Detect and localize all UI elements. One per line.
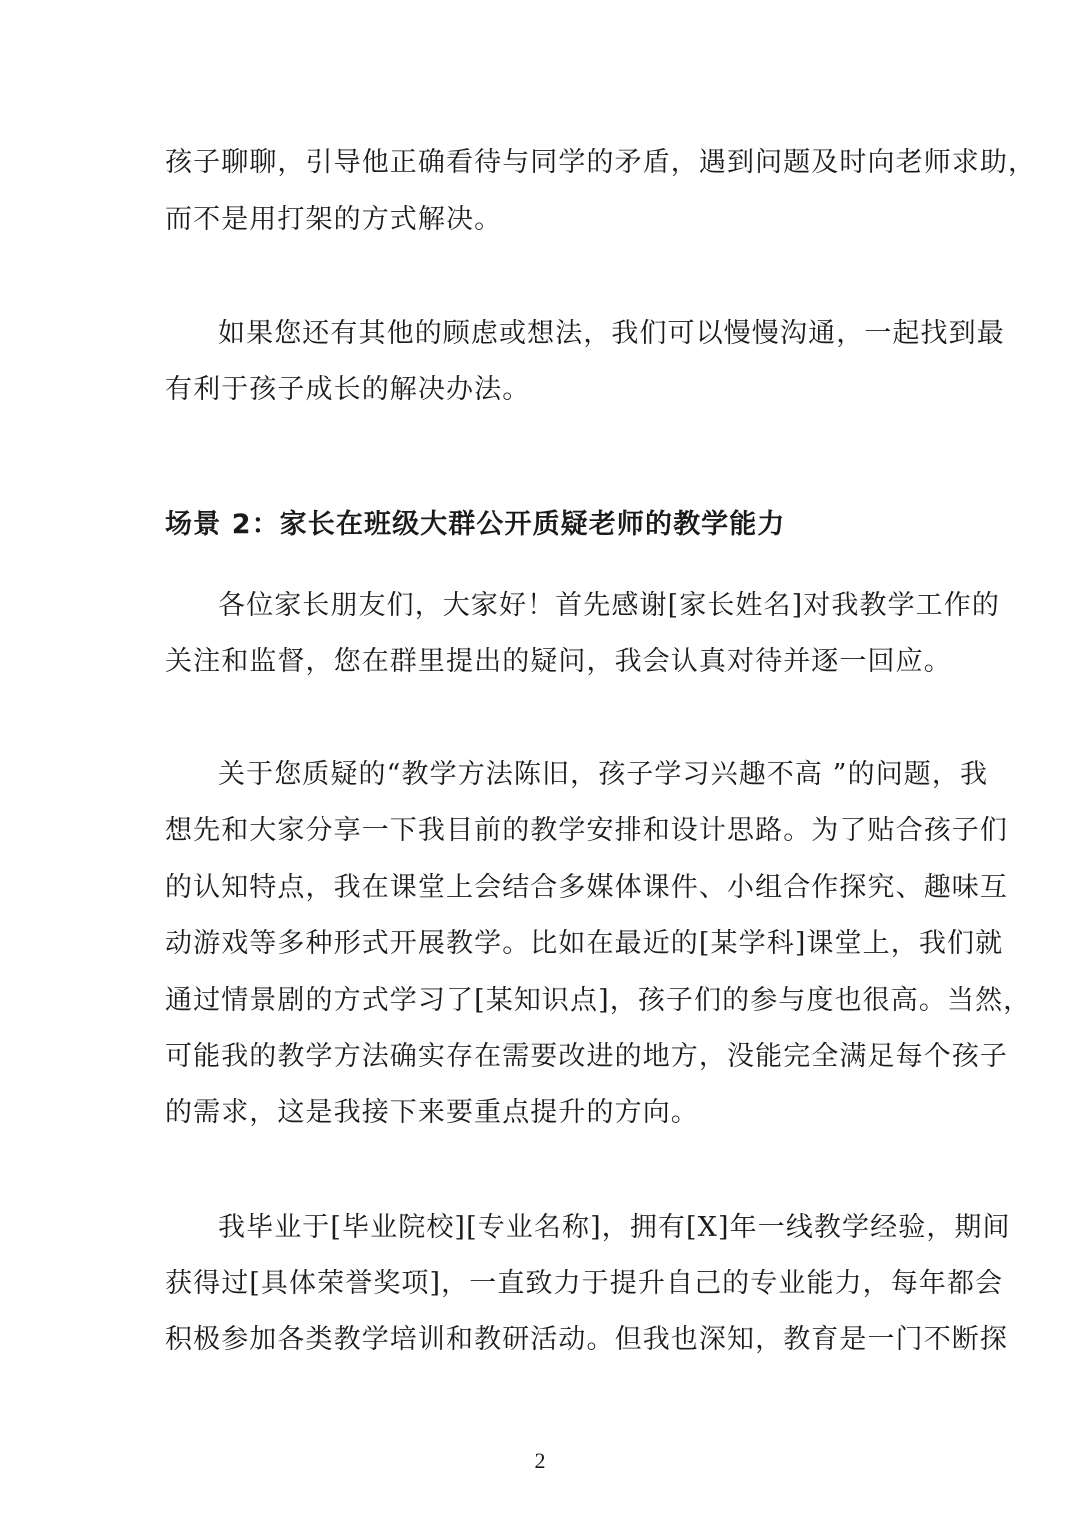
text-line: 通过情景剧的方式学习了[某知识点]，孩子们的参与度也很高。当然， <box>165 985 1032 1016</box>
text-line: 如果您还有其他的顾虑或想法，我们可以慢慢沟通，一起找到最 <box>218 318 1005 349</box>
text-line: 我毕业于[毕业院校][专业名称]，拥有[X]年一线教学经验，期间 <box>218 1212 1011 1243</box>
text-line: 可能我的教学方法确实存在需要改进的地方，没能完全满足每个孩子 <box>165 1041 1008 1072</box>
text-line: 的认知特点，我在课堂上会结合多媒体课件、小组合作探究、趣味互 <box>165 872 1008 903</box>
text-line: 获得过[具体荣誉奖项]，一直致力于提升自己的专业能力，每年都会 <box>165 1268 1004 1299</box>
text-line: 动游戏等多种形式开展教学。比如在最近的[某学科]课堂上，我们就 <box>165 928 1004 959</box>
text-line: 各位家长朋友们，大家好！首先感谢[家长姓名]对我教学工作的 <box>218 590 1000 621</box>
text-line: 孩子聊聊，引导他正确看待与同学的矛盾，遇到问题及时向老师求助， <box>165 147 1037 178</box>
page-number: 2 <box>534 1448 546 1473</box>
text-line: 关于您质疑的“教学方法陈旧，孩子学习兴趣不高 ”的问题，我 <box>218 759 989 790</box>
text-line: 关注和监督，您在群里提出的疑问，我会认真对待并逐一回应。 <box>165 646 952 677</box>
text-line: 而不是用打架的方式解决。 <box>165 204 503 235</box>
text-line: 有利于孩子成长的解决办法。 <box>165 374 531 405</box>
text-line: 积极参加各类教学培训和教研活动。但我也深知，教育是一门不断探 <box>165 1324 1008 1355</box>
text-line: 的需求，这是我接下来要重点提升的方向。 <box>165 1097 699 1128</box>
text-line: 想先和大家分享一下我目前的教学安排和设计思路。为了贴合孩子们 <box>165 815 1008 846</box>
section-heading: 场景 2：家长在班级大群公开质疑老师的教学能力 <box>165 509 786 540</box>
